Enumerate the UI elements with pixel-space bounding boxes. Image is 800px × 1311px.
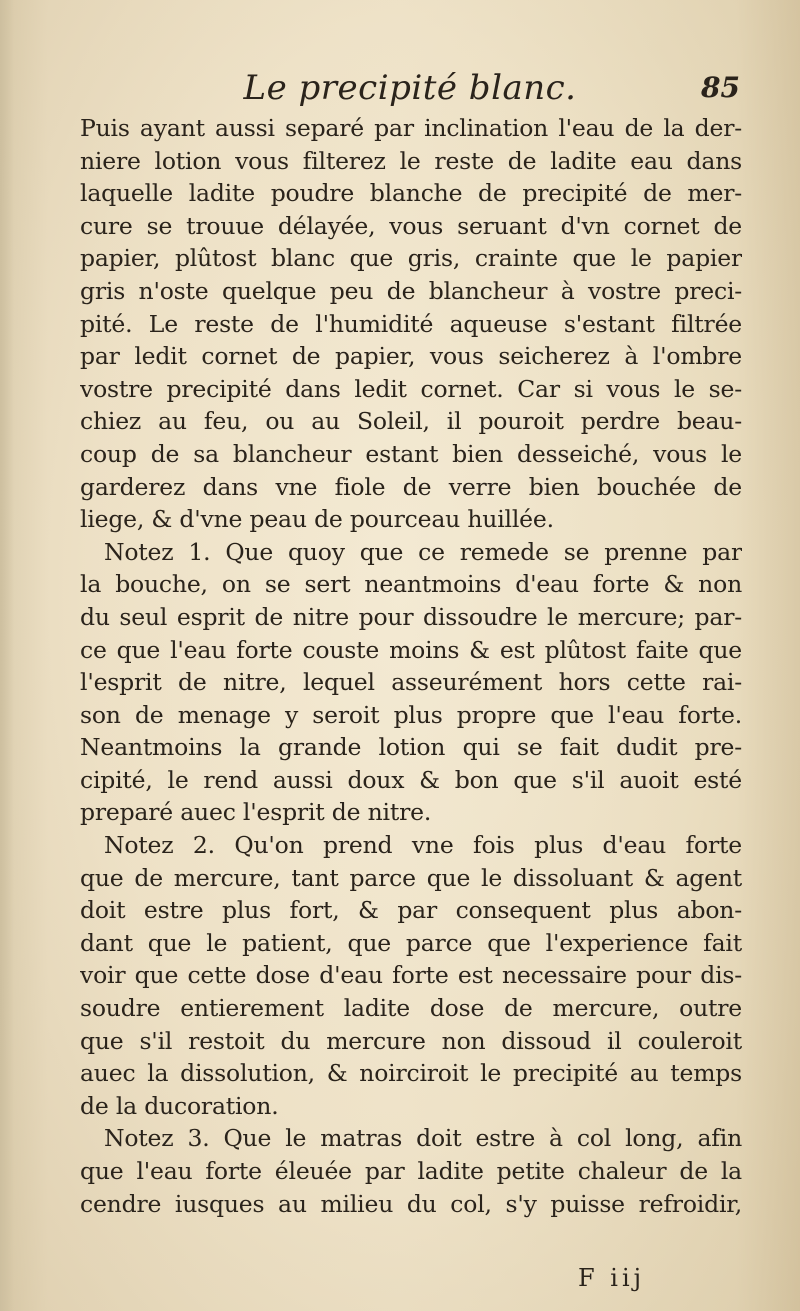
text-line: Puis ayant aussi separé par inclination l'eau de la der- (80, 114, 742, 142)
text-line: niere lotion vous filterez le reste de ladite eau dans (80, 146, 742, 175)
text-line: garderez dans vne fiole de verre bien bouchée de (80, 472, 742, 501)
page-gutter-shadow (0, 0, 14, 1311)
text-line: chiez au feu, ou au Soleil, il pouroit perdre beau- (80, 407, 742, 436)
text-line: Notez 3. Que le matras doit estre à col long, afin (104, 1124, 742, 1153)
text-line: coup de sa blancheur estant bien desseiché, vous le (80, 439, 742, 468)
text-line: cipité, le rend aussi doux & bon que s'il auoit esté (80, 765, 742, 794)
text-line: voir que cette dose d'eau forte est necessaire pour dis- (80, 961, 742, 990)
body-text (80, 112, 742, 1220)
text-line: dant que le patient, que parce que l'experience fait (80, 928, 742, 957)
text-line: laquelle ladite poudre blanche de precipité de mer- (80, 179, 742, 208)
text-line: vostre precipité dans ledit cornet. Car si vous le se- (80, 374, 742, 403)
text-line: l'esprit de nitre, lequel asseurément hors cette rai- (80, 668, 742, 697)
text-line: papier, plûtost blanc que gris, crainte que le papier (80, 244, 742, 273)
text-line: de la ducoration. (80, 1091, 279, 1120)
text-line: doit estre plus fort, & par consequent plus abon- (80, 896, 742, 925)
text-line: par ledit cornet de papier, vous seicherez à l'ombre (80, 342, 742, 371)
text-line: la bouche, on se sert neantmoins d'eau forte & non (80, 570, 742, 599)
text-line: pité. Le reste de l'humidité aqueuse s'estant filtrée (80, 309, 742, 338)
page-header (80, 66, 740, 110)
text-line: auec la dissolution, & noirciroit le precipité au temps (80, 1059, 742, 1088)
text-line: que s'il restoit du mercure non dissoud il couleroit (80, 1026, 742, 1055)
text-line: Neantmoins la grande lotion qui se fait dudit pre- (80, 733, 742, 762)
text-line: du seul esprit de nitre pour dissoudre le mercure; par- (80, 602, 742, 631)
text-line: liege, & d'vne peau de pourceau huillée. (80, 505, 554, 534)
text-line: cure se trouue délayée, vous seruant d'vn cornet de (80, 211, 742, 240)
signature-mark: F iij (578, 1264, 646, 1292)
page-number: 85 (701, 71, 740, 104)
text-line: preparé auec l'esprit de nitre. (80, 798, 432, 827)
text-line: Notez 2. Qu'on prend vne fois plus d'eau forte (104, 831, 742, 860)
text-line: cendre iusques au milieu du col, s'y puisse refroidir, (80, 1189, 742, 1218)
text-line: soudre entierement ladite dose de mercure, outre (80, 994, 742, 1023)
running-title: Le precipité blanc. (243, 68, 577, 108)
text-line: son de menage y seroit plus propre que l'eau forte. (80, 700, 742, 729)
text-line: gris n'oste quelque peu de blancheur à vostre preci- (80, 276, 742, 305)
text-line: Notez 1. Que quoy que ce remede se prenne par (104, 537, 742, 566)
text-line: ce que l'eau forte couste moins & est plûtost faite que (80, 635, 742, 664)
text-line: que de mercure, tant parce que le dissoluant & agent (80, 863, 742, 892)
text-line: que l'eau forte éleuée par ladite petite chaleur de la (80, 1157, 742, 1185)
